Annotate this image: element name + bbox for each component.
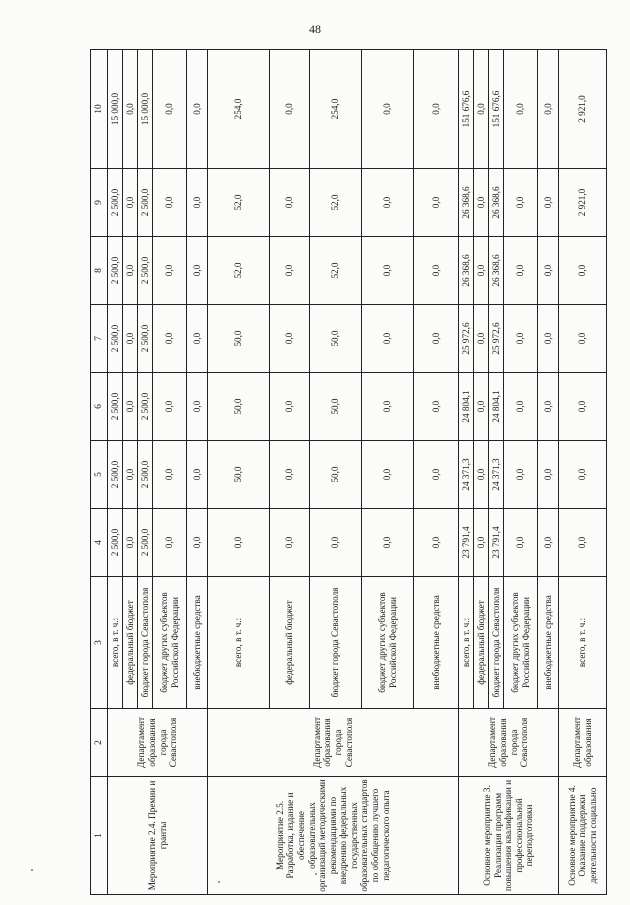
year-value-cell: 0,0 [153, 373, 187, 441]
year-value-cell: 0,0 [504, 169, 538, 237]
funding-source-cell: бюджет города Севастополя [489, 577, 504, 709]
column-header: 6 [91, 373, 108, 441]
funding-source-cell: всего, в т. ч.: [108, 577, 123, 709]
year-value-cell: 26 368,6 [459, 237, 474, 305]
column-header: 7 [91, 305, 108, 373]
year-value-cell: 0,0 [474, 373, 489, 441]
total-value-cell: 15 000,0 [108, 50, 123, 169]
year-value-cell: 0,0 [414, 373, 459, 441]
year-value-cell: 0,0 [504, 373, 538, 441]
table-row [108, 50, 123, 895]
total-value-cell: 151 676,6 [489, 50, 504, 169]
column-header: 5 [91, 441, 108, 509]
total-value-cell: 2 921,0 [559, 50, 607, 169]
table-row [559, 50, 607, 895]
scan-speck [315, 873, 317, 875]
year-value-cell: 2 500,0 [108, 305, 123, 373]
year-value-cell: 0,0 [362, 305, 414, 373]
rotated-table-container [90, 50, 600, 895]
year-value-cell: 0,0 [504, 509, 538, 577]
year-value-cell: 2 921,0 [559, 169, 607, 237]
year-value-cell: 0,0 [187, 169, 208, 237]
total-value-cell: 15 000,0 [138, 50, 153, 169]
year-value-cell: 0,0 [474, 305, 489, 373]
year-value-cell: 0,0 [153, 441, 187, 509]
year-value-cell: 2 500,0 [138, 169, 153, 237]
table-row [208, 50, 270, 895]
event-name-cell: Мероприятие 2.5. Разработка, издание и обеспечение образовательных организаций методическими рекомендациями по внедрению федеральных государственных образовательных стандартов по обобщению лучшего педагогического опыта [208, 777, 459, 895]
year-value-cell: 0,0 [123, 509, 138, 577]
year-value-cell: 25 972,6 [459, 305, 474, 373]
year-value-cell: 50,0 [310, 373, 362, 441]
year-value-cell: 0,0 [270, 169, 310, 237]
year-value-cell: 0,0 [559, 237, 607, 305]
funding-source-cell: федеральный бюджет [270, 577, 310, 709]
year-value-cell: 0,0 [559, 373, 607, 441]
year-value-cell: 0,0 [123, 373, 138, 441]
funding-source-cell: бюджет других субъектов Российской Федерации [504, 577, 538, 709]
column-header: 9 [91, 169, 108, 237]
total-value-cell: 254,0 [208, 50, 270, 169]
column-header: 3 [91, 577, 108, 709]
year-value-cell: 0,0 [123, 441, 138, 509]
year-value-cell: 0,0 [362, 441, 414, 509]
event-name-cell: Мероприятие 2.4. Премии и гранты [108, 777, 208, 895]
year-value-cell: 0,0 [208, 509, 270, 577]
total-value-cell: 0,0 [187, 50, 208, 169]
year-value-cell: 0,0 [538, 169, 559, 237]
year-value-cell: 0,0 [474, 441, 489, 509]
event-name-cell: Основное мероприятие 3. Реализация программ повышения квалификации и профессиональной переподготовки [459, 777, 559, 895]
year-value-cell: 26 368,6 [489, 169, 504, 237]
year-value-cell: 0,0 [362, 237, 414, 305]
column-header: 8 [91, 237, 108, 305]
year-value-cell: 50,0 [208, 441, 270, 509]
year-value-cell: 0,0 [538, 305, 559, 373]
total-value-cell: 0,0 [123, 50, 138, 169]
year-value-cell: 52,0 [310, 237, 362, 305]
year-value-cell: 0,0 [123, 237, 138, 305]
year-value-cell: 0,0 [362, 373, 414, 441]
year-value-cell: 0,0 [414, 237, 459, 305]
year-value-cell: 0,0 [187, 237, 208, 305]
year-value-cell: 2 500,0 [138, 509, 153, 577]
year-value-cell: 0,0 [559, 305, 607, 373]
table-body [108, 50, 607, 895]
year-value-cell: 0,0 [270, 305, 310, 373]
year-value-cell: 50,0 [208, 305, 270, 373]
year-value-cell: 0,0 [187, 509, 208, 577]
event-name-cell: Основное мероприятие 4. Оказание поддержки деятельности социально [559, 777, 607, 895]
total-value-cell: 0,0 [474, 50, 489, 169]
funding-source-cell: бюджет других субъектов Российской Федерации [153, 577, 187, 709]
total-value-cell: 0,0 [414, 50, 459, 169]
funding-source-cell: бюджет города Севастополя [138, 577, 153, 709]
year-value-cell: 2 500,0 [108, 509, 123, 577]
year-value-cell: 0,0 [153, 169, 187, 237]
column-header: 4 [91, 509, 108, 577]
year-value-cell: 26 368,6 [489, 237, 504, 305]
funding-source-cell: федеральный бюджет [123, 577, 138, 709]
year-value-cell: 0,0 [270, 237, 310, 305]
year-value-cell: 0,0 [187, 441, 208, 509]
year-value-cell: 0,0 [559, 441, 607, 509]
total-value-cell: 0,0 [504, 50, 538, 169]
year-value-cell: 24 371,3 [459, 441, 474, 509]
year-value-cell: 0,0 [270, 441, 310, 509]
year-value-cell: 0,0 [310, 509, 362, 577]
year-value-cell: 2 500,0 [138, 441, 153, 509]
year-value-cell: 26 368,6 [459, 169, 474, 237]
scan-speck [218, 881, 220, 883]
year-value-cell: 0,0 [414, 509, 459, 577]
total-value-cell: 0,0 [270, 50, 310, 169]
year-value-cell: 50,0 [310, 441, 362, 509]
year-value-cell: 0,0 [414, 305, 459, 373]
year-value-cell: 0,0 [153, 237, 187, 305]
funding-source-cell: бюджет города Севастополя [310, 577, 362, 709]
year-value-cell: 0,0 [504, 237, 538, 305]
year-value-cell: 0,0 [538, 237, 559, 305]
year-value-cell: 0,0 [538, 509, 559, 577]
year-value-cell: 0,0 [538, 441, 559, 509]
year-value-cell: 0,0 [187, 373, 208, 441]
funding-source-cell: всего, в т. ч.: [559, 577, 607, 709]
total-value-cell: 151 676,6 [459, 50, 474, 169]
funding-source-cell: бюджет других субъектов Российской Федерации [362, 577, 414, 709]
year-value-cell: 52,0 [208, 169, 270, 237]
year-value-cell: 0,0 [362, 509, 414, 577]
year-value-cell: 2 500,0 [138, 237, 153, 305]
executor-cell: Департамент образования города Севастополя [208, 709, 459, 777]
scan-speck [31, 869, 33, 871]
year-value-cell: 0,0 [414, 441, 459, 509]
executor-cell: Департамент образования [559, 709, 607, 777]
year-value-cell: 23 791,4 [459, 509, 474, 577]
year-value-cell: 0,0 [123, 305, 138, 373]
rotated-table-area [90, 50, 600, 895]
year-value-cell: 0,0 [538, 373, 559, 441]
year-value-cell: 50,0 [310, 305, 362, 373]
year-value-cell: 0,0 [153, 305, 187, 373]
year-value-cell: 0,0 [414, 169, 459, 237]
year-value-cell: 0,0 [270, 509, 310, 577]
year-value-cell: 0,0 [270, 373, 310, 441]
total-value-cell: 0,0 [362, 50, 414, 169]
year-value-cell: 50,0 [208, 373, 270, 441]
year-value-cell: 2 500,0 [138, 373, 153, 441]
year-value-cell: 24 804,1 [489, 373, 504, 441]
year-value-cell: 2 500,0 [138, 305, 153, 373]
year-value-cell: 52,0 [208, 237, 270, 305]
year-value-cell: 2 500,0 [108, 169, 123, 237]
funding-source-cell: внебюджетные средства [187, 577, 208, 709]
funding-source-cell: внебюджетные средства [414, 577, 459, 709]
year-value-cell: 23 791,4 [489, 509, 504, 577]
executor-cell: Департамент образования города Севастополя [459, 709, 559, 777]
year-value-cell: 0,0 [474, 509, 489, 577]
column-header: 2 [91, 709, 108, 777]
funding-source-cell: федеральный бюджет [474, 577, 489, 709]
budget-table [90, 49, 607, 895]
year-value-cell: 52,0 [310, 169, 362, 237]
year-value-cell: 0,0 [559, 509, 607, 577]
total-value-cell: 0,0 [153, 50, 187, 169]
table-row [459, 50, 474, 895]
column-header: 1 [91, 777, 108, 895]
year-value-cell: 0,0 [474, 169, 489, 237]
year-value-cell: 0,0 [362, 169, 414, 237]
year-value-cell: 2 500,0 [108, 441, 123, 509]
year-value-cell: 24 804,1 [459, 373, 474, 441]
year-value-cell: 0,0 [153, 509, 187, 577]
funding-source-cell: внебюджетные средства [538, 577, 559, 709]
total-value-cell: 0,0 [538, 50, 559, 169]
year-value-cell: 0,0 [504, 305, 538, 373]
total-value-cell: 254,0 [310, 50, 362, 169]
year-value-cell: 0,0 [187, 305, 208, 373]
funding-source-cell: всего, в т. ч.: [208, 577, 270, 709]
column-number-row [91, 50, 108, 895]
year-value-cell: 2 500,0 [108, 237, 123, 305]
column-header: 10 [91, 50, 108, 169]
year-value-cell: 24 371,3 [489, 441, 504, 509]
year-value-cell: 0,0 [504, 441, 538, 509]
year-value-cell: 0,0 [123, 169, 138, 237]
funding-source-cell: всего, в т. ч.: [459, 577, 474, 709]
year-value-cell: 2 500,0 [108, 373, 123, 441]
page-number: 48 [309, 22, 321, 36]
executor-cell: Департамент образования города Севастополя [108, 709, 208, 777]
year-value-cell: 25 972,6 [489, 305, 504, 373]
year-value-cell: 0,0 [474, 237, 489, 305]
